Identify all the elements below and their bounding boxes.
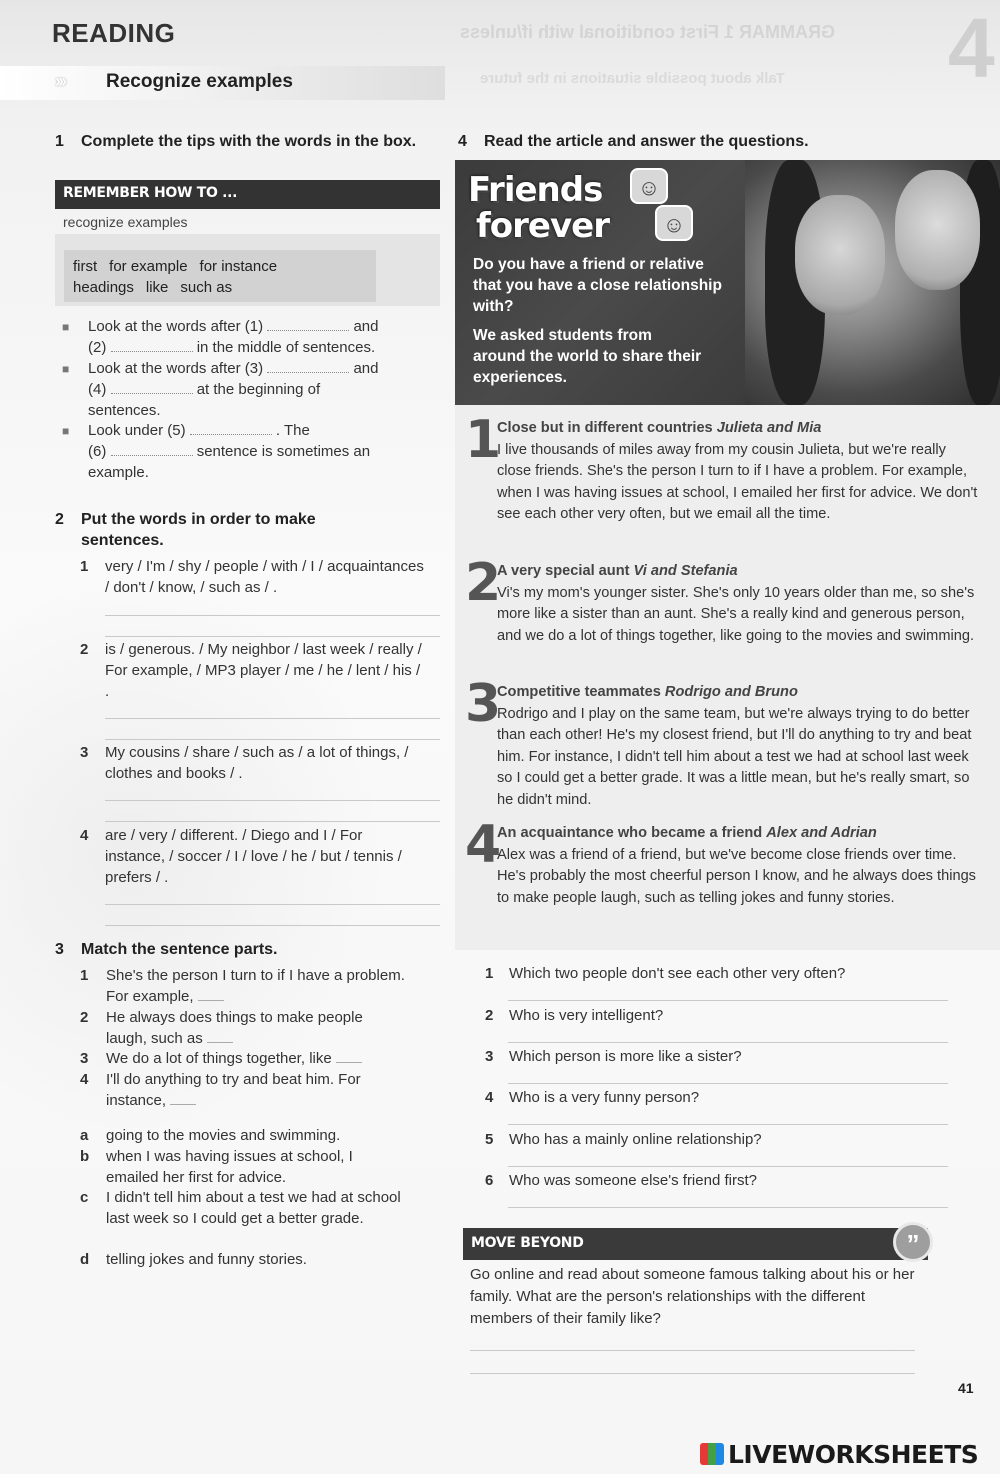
smiley-icon: ☺ [655,205,693,241]
move-beyond-bar: MOVE BEYOND [463,1228,928,1260]
liveworksheets-logo[interactable] [700,1440,978,1469]
quote-icon: ” [893,1222,933,1262]
answer-line[interactable] [508,1083,948,1084]
tip-line: Look at the words after (3) and [88,360,379,377]
ghost-subheading: Talk about possible situations in the future [480,70,785,87]
exercise-4-heading [458,131,978,152]
photo-face-left [795,195,885,315]
answer-line[interactable] [508,1000,948,1001]
subtitle: Recognize examples [106,71,293,92]
answer-line[interactable] [105,904,440,905]
blank-5[interactable] [190,421,272,435]
answer-line[interactable] [105,800,440,801]
match-blank[interactable] [207,1031,233,1043]
article-intro-request: We asked students from around the world to share their experiences. [473,327,702,386]
story-number: 2 [465,553,502,613]
story: A very special aunt Vi and Stefania Vi's my mom's younger sister. She's only 10 years older than me, so she's more like a sister than an aunt. She's a really kind and generous person, and we do a lot of things together, like going to the movies and swimming. [497,563,975,644]
exercise-2-heading [55,509,435,551]
word-item: like [145,279,169,296]
blank-1[interactable] [267,317,349,331]
unit-number: 4 [948,1,995,95]
remember-how-to-bar: REMEMBER HOW TO ... [55,180,440,209]
tip-line: (6) sentence is sometimes an [88,443,371,460]
answer-line[interactable] [105,636,440,637]
worksheet-page: GRAMMAR 1 First conditional with if/unless Talk about possible situations in the future 4 READING ››› Recognize examples 1 Complete the tips with the words in the box. REMEMBER HOW TO ... recognize examples first for example for instance headings like such as ■ Look at the words after (1) and (2) in the middle of sentences. ■ Look at the words after (3) and (4) at the beginning of sentences. ■ Look under (5) . The (6) sentence is sometimes an example. 2 Put the words in order to make sentences. 1 very / I'm / shy / people / with / I / acquaintances / don't / know, / such as / . 2 is / generous. / My neighbor / last week / really / For example, / MP3 player / me / he / lent / his / . 3 My cousins / share / such as / a lot of things, / clothes and books / . 4 are / very / different. / Diego and I / For instance, / soccer / I / love / he / but / tennis / prefers / . 3 Match the sentence parts. 1 She's the person I turn to if I have a problem. For example, 2 He always does things to make people laugh, such as 3 We do a lot of things together, like 4 I'll do anything to try and beat him. For instance, a going to the movies and swimming. b when I was having issues at school, I emailed her first for advice. c I didn't tell him about a test we had at school last week so I could get a better grade. d telling jokes and funny stories. 4 Read the article and answer the questions. Friends forever ☺ ☺ Do you have a friend or relative that you have a close relationship with? We asked students from around the world to share their experiences. 1 Close but in different countries Julieta and Mia I live thousands of miles away from my cousin Julieta, but we're really close friends. She's the person I turn to if I have a problem. For example, when I was having issues at school, I emailed her first for advice. We don't see each other very often, but we email all the time. 2 A very special aunt Vi and Stefania Vi's my mom's younger sister. She's only 10 years older than me, so she's more like a sister than an aunt. She's a really kind and generous person, and we do a lot of things together, like going to the movies and swimming. 3 Competitive teammates Rodrigo and Bruno Rodrigo and I play on the same team, but we're always trying to do better than each other! He's my closest friend, but I'll do anything to try and beat him. For instance, I didn't tell him about a test we had at school last week so I could get a better grade. It was a little mean, but he's really smart, so he didn't mind. 4 An acquaintance who became a friend Alex and Adrian Alex was a friend of a friend, but we've become close friends over time. He's probably the most cheerful person I know, and he always does things to make people laugh, such as telling jokes and funny stories. 1 Which two people don't see each other very often? 2 Who is very intelligent? 3 Which person is more like a sister? 4 Who is a very funny person? 5 Who has a mainly online relationship? 6 Who was someone else's friend first? MOVE BEYOND ” Go online and read about someone famous talking about his or her family. What are the person's relationships with the different members of their family like? 41 LIVEWORKSHEETS [0,0,1000,1474]
word-item: for instance [199,258,278,275]
answer-line[interactable] [105,615,440,616]
exercise-number: 4 [458,133,467,150]
story-number: 3 [465,674,502,734]
smiley-icon: ☺ [630,168,668,204]
exercise-instruction: Complete the tips with the words in the box. [81,133,417,150]
exercise-number: 2 [55,511,64,528]
answer-line[interactable] [105,739,440,740]
exercise-instruction: Match the sentence parts. [81,941,278,958]
remember-subtitle: recognize examples [63,214,188,230]
answer-line[interactable] [470,1373,915,1374]
liveworksheets-icon [700,1443,724,1465]
answer-line[interactable] [105,821,440,822]
word-item: first [73,258,98,275]
answer-line[interactable] [508,1166,948,1167]
exercise-instruction: Put the words in order to make sentences. [81,511,316,549]
section-title: READING [52,18,176,48]
blank-2[interactable] [111,338,193,352]
word-item: for example [109,258,188,275]
brand-text: LIVEWORKSHEETS [728,1440,979,1469]
bullet-icon: ■ [62,320,70,334]
chevron-icon: ››› [55,71,64,91]
move-beyond-text: Go online and read about someone famous talking about his or her family. What are the person's relationships with the different members of their family like? [470,1266,915,1327]
blank-3[interactable] [267,359,349,373]
article-title: Friends forever [468,170,609,246]
word-item: headings [73,279,134,296]
tip-line: example. [88,464,149,481]
answer-line[interactable] [508,1207,948,1208]
exercise-1-heading [55,131,435,152]
story-number: 4 [465,815,502,875]
tip-line: Look at the words after (1) and [88,318,379,335]
exercise-instruction: Read the article and answer the questions. [484,133,809,150]
photo-face-right [895,170,980,290]
article-intro-question: Do you have a friend or relative that you have a close relationship with? [473,256,722,315]
exercise-number: 1 [55,133,64,150]
tip-line: (2) in the middle of sentences. [88,339,376,356]
answer-line[interactable] [508,1042,948,1043]
match-blank[interactable] [198,989,224,1001]
match-blank[interactable] [170,1093,196,1105]
blank-6[interactable] [111,442,193,456]
tip-line: Look under (5) . The [88,422,310,439]
bullet-icon: ■ [62,424,70,438]
answer-line[interactable] [105,718,440,719]
story: An acquaintance who became a friend Alex and Adrian Alex was a friend of a friend, but we've become close friends over time. He's probably the most cheerful person I know, and he always does things to make people laugh, such as telling jokes and funny stories. [497,825,976,906]
exercise-number: 3 [55,941,64,958]
story: Close but in different countries Julieta and Mia I live thousands of miles away from my cousin Julieta, but we're really close friends. She's the person I turn to if I have a problem. For example, when I was having issues at school, I emailed her first for advice. We don't see each other very often, but we email all the time. [497,420,978,523]
blank-4[interactable] [111,380,193,394]
page-number: 41 [958,1380,974,1396]
answer-line[interactable] [105,925,440,926]
story-number: 1 [465,410,502,470]
exercise-3-heading [55,939,435,960]
tip-line: sentences. [88,402,161,419]
word-item: such as [180,279,233,296]
match-blank[interactable] [336,1051,362,1063]
story: Competitive teammates Rodrigo and Bruno Rodrigo and I play on the same team, but we're always trying to do better than each other! He's my closest friend, but I'll do anything to try and beat him. For instance, I didn't tell him about a test we had at school last week so I could get a better grade. It was a little mean, but he's really smart, so he didn't mind. [497,684,972,808]
word-box [64,250,376,302]
ghost-heading: GRAMMAR 1 First conditional with if/unless [460,22,836,42]
answer-line[interactable] [508,1124,948,1125]
bullet-icon: ■ [62,362,70,376]
answer-line[interactable] [470,1350,915,1351]
tip-line: (4) at the beginning of [88,381,321,398]
